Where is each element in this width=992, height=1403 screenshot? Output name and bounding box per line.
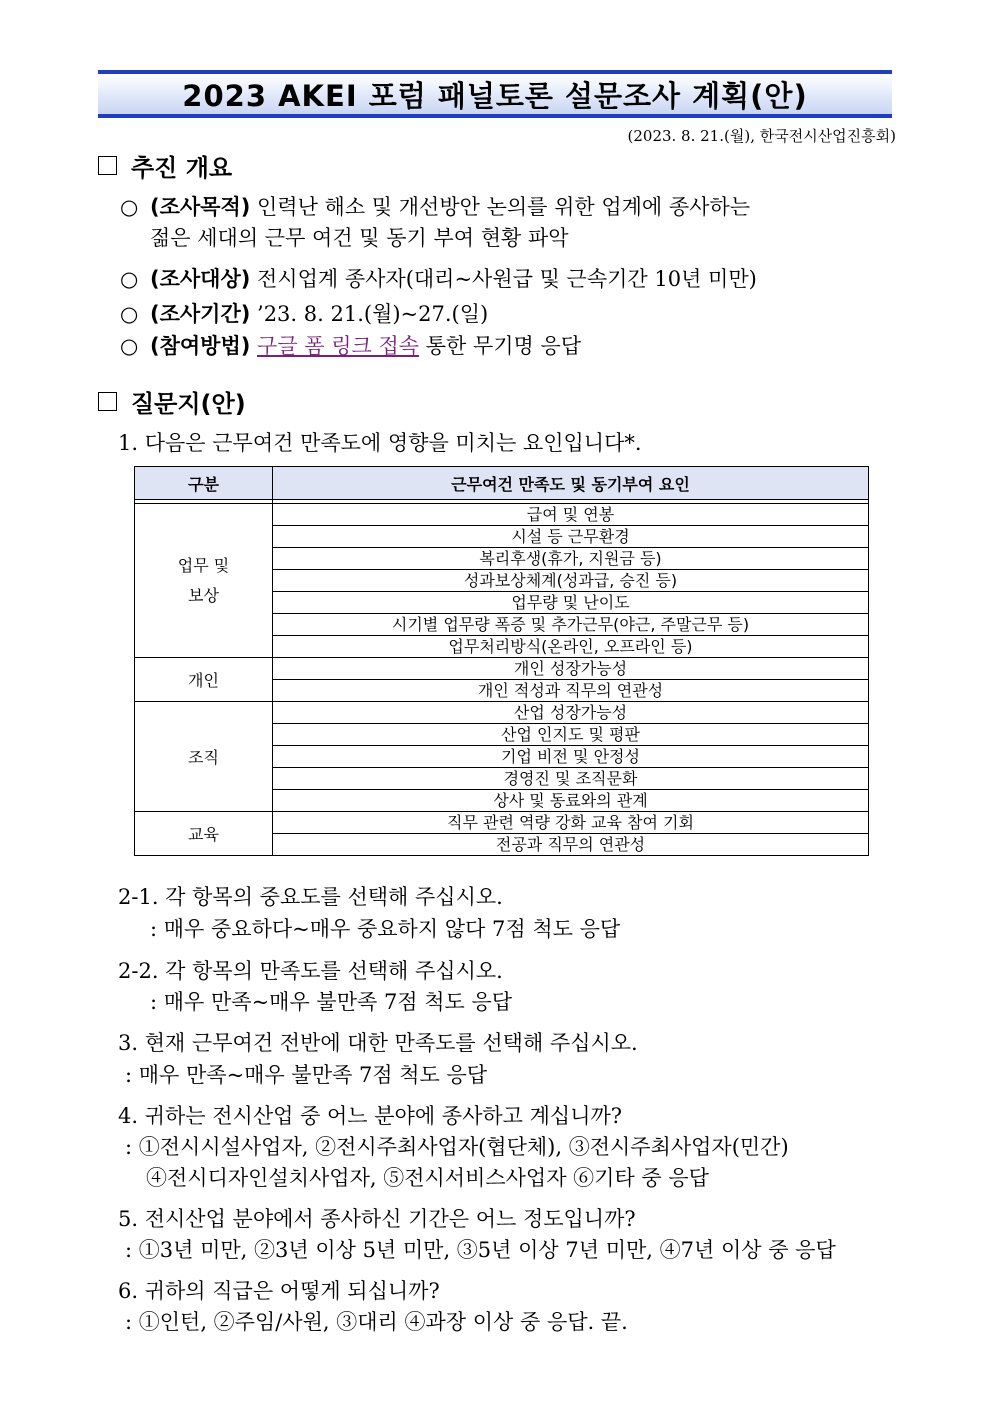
answer-2-2: : 매우 만족~매우 불만족 7점 척도 응답 — [150, 990, 513, 1014]
category-organization: 조직 — [135, 702, 273, 812]
table-row: 전공과 직무의 연관성 — [273, 834, 869, 856]
circle-bullet-icon: ○ — [120, 302, 139, 326]
circle-bullet-icon: ○ — [120, 195, 139, 219]
table-row: 산업 인지도 및 평판 — [273, 724, 869, 746]
circle-bullet-icon: ○ — [120, 267, 139, 291]
section-heading-overview: 추진 개요 — [98, 148, 232, 183]
table-row: 업무처리방식(온라인, 오프라인 등) — [273, 636, 869, 658]
table-row: 시설 등 근무환경 — [273, 526, 869, 548]
category-individual: 개인 — [135, 658, 273, 702]
table-row: 시기별 업무량 폭증 및 추가근무(야근, 주말근무 등) — [273, 614, 869, 636]
table-row: 성과보상체계(성과급, 승진 등) — [273, 570, 869, 592]
bullet-method: ○ (참여방법) 구글 폼 링크 접속 통한 무기명 응답 — [120, 331, 581, 362]
google-form-link[interactable]: 구글 폼 링크 접속 — [257, 334, 420, 358]
date-line: (2023. 8. 21.(월), 한국전시산업진흥회) — [627, 127, 896, 145]
title-banner — [98, 70, 892, 118]
table-row: 기업 비전 및 안정성 — [273, 746, 869, 768]
square-bullet-icon — [98, 156, 117, 175]
table-row: 산업 성장가능성 — [273, 702, 869, 724]
answer-4-line-2: ④전시디자인설치사업자, ⑤전시서비스사업자 ⑥기타 중 응답 — [146, 1166, 709, 1190]
answer-3: : 매우 만족~매우 불만족 7점 척도 응답 — [125, 1063, 488, 1087]
category-work-compensation: 업무 및 보상 — [135, 504, 273, 658]
question-5: 5. 전시산업 분야에서 종사하신 기간은 어느 정도입니까? — [118, 1207, 636, 1231]
bullet-target: ○ (조사대상) 전시업계 종사자(대리~사원급 및 근속기간 10년 미만) — [120, 264, 757, 295]
answer-6: : ①인턴, ②주임/사원, ③대리 ④과장 이상 중 응답. 끝. — [125, 1310, 628, 1334]
table-header-factor: 근무여건 만족도 및 동기부여 요인 — [273, 467, 869, 500]
question-2-2: 2-2. 각 항목의 만족도를 선택해 주십시오. — [118, 959, 503, 983]
section-heading-questionnaire: 질문지(안) — [98, 384, 246, 419]
document-title: 2023 AKEI 포럼 패널토론 설문조사 계획(안) — [182, 78, 808, 113]
question-1: 1. 다음은 근무여건 만족도에 영향을 미치는 요인입니다*. — [118, 431, 642, 455]
question-4: 4. 귀하는 전시산업 중 어느 분야에 종사하고 계십니까? — [118, 1104, 623, 1128]
answer-4-line-1: : ①전시시설사업자, ②전시주최사업자(협단체), ③전시주최사업자(민간) — [125, 1135, 789, 1159]
bullet-period: ○ (조사기간) ’23. 8. 21.(월)~27.(일) — [120, 299, 488, 330]
table-row: 직무 관련 역량 강화 교육 참여 기회 — [273, 812, 869, 834]
table-row: 급여 및 연봉 — [273, 504, 869, 526]
table-header-category: 구분 — [135, 467, 273, 500]
table-row: 경영진 및 조직문화 — [273, 768, 869, 790]
table-row: 업무량 및 난이도 — [273, 592, 869, 614]
circle-bullet-icon: ○ — [120, 334, 139, 358]
square-bullet-icon — [98, 392, 117, 411]
answer-5: : ①3년 미만, ②3년 이상 5년 미만, ③5년 이상 7년 미만, ④7년 이상 중 응답 — [125, 1238, 836, 1262]
question-6: 6. 귀하의 직급은 어떻게 되십니까? — [118, 1279, 440, 1303]
answer-2-1: : 매우 중요하다~매우 중요하지 않다 7점 척도 응답 — [150, 917, 621, 941]
question-3: 3. 현재 근무여건 전반에 대한 만족도를 선택해 주십시오. — [118, 1031, 638, 1055]
table-row: 개인 성장가능성 — [273, 658, 869, 680]
factors-table — [134, 466, 869, 856]
category-education: 교육 — [135, 812, 273, 856]
question-2-1: 2-1. 각 항목의 중요도를 선택해 주십시오. — [118, 885, 503, 909]
table-row: 복리후생(휴가, 지원금 등) — [273, 548, 869, 570]
table-row: 개인 적성과 직무의 연관성 — [273, 680, 869, 702]
table-row: 상사 및 동료와의 관계 — [273, 790, 869, 812]
bullet-purpose: ○ (조사목적) 인력난 해소 및 개선방안 논의를 위한 업계에 종사하는 젊은 세대의 근무 여건 및 동기 부여 현황 파악 — [120, 192, 900, 223]
